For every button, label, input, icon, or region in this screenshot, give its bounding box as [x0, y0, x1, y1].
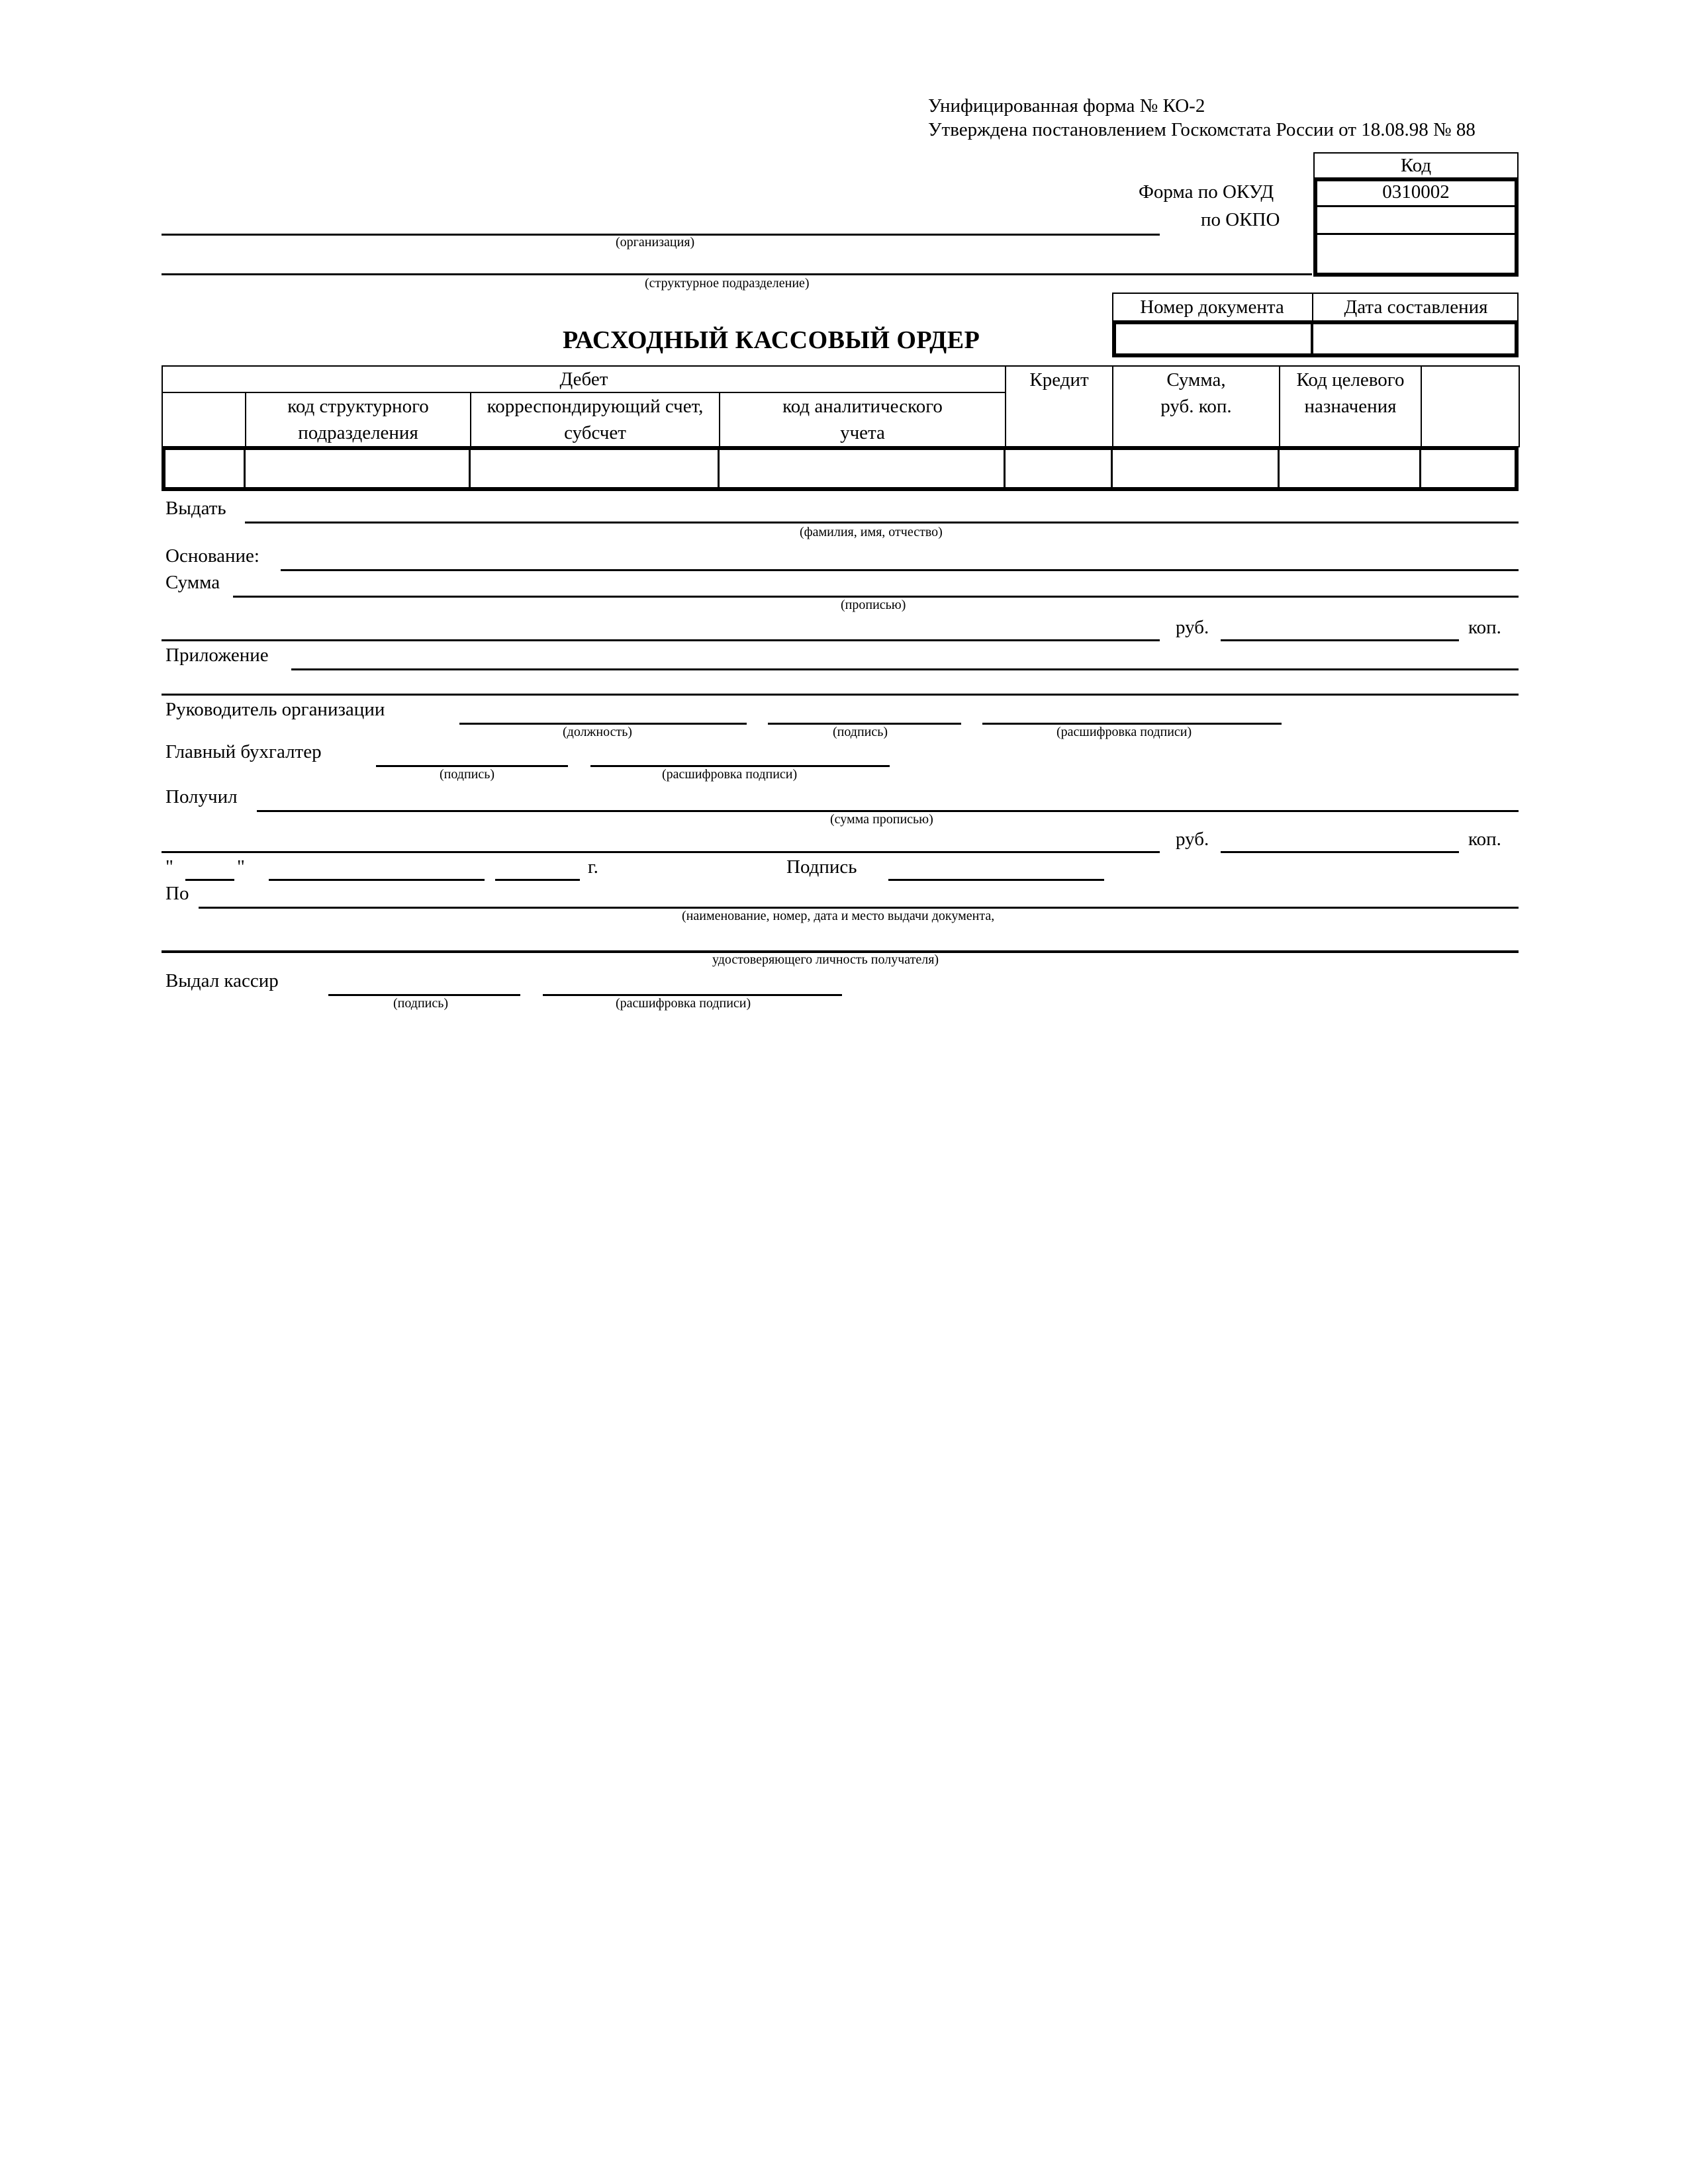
target-code-header: [1280, 366, 1421, 447]
cashier-signature-caption: (подпись): [393, 996, 449, 1011]
code-divider: [1313, 205, 1519, 207]
sum-kop-label: коп.: [1468, 617, 1501, 638]
debit-blank-header: [162, 392, 246, 447]
issue-line[interactable]: [245, 522, 1519, 523]
debit-header: Дебет: [162, 366, 1006, 392]
chief-accountant-label: Главный бухгалтер: [165, 741, 322, 762]
head-decoding-caption: (расшифровка подписи): [1056, 725, 1192, 739]
analytic-header-line2: учета: [840, 422, 885, 443]
target-header-line2: назначения: [1304, 396, 1397, 417]
received-kop-line[interactable]: [1221, 851, 1459, 853]
sum-rub-label: руб.: [1176, 617, 1209, 638]
row-divider: [469, 446, 471, 491]
doc-values-box: [1112, 320, 1519, 357]
sum-line-2[interactable]: [162, 639, 1160, 641]
okpo-label: по ОКПО: [1201, 209, 1280, 230]
date-year-line[interactable]: [495, 879, 580, 881]
received-label: Получил: [165, 786, 238, 807]
sum-header-line1: Сумма,: [1166, 369, 1226, 390]
approval-label: Утверждена постановлением Госкомстата России от 18.08.98 № 88: [928, 119, 1476, 140]
quote-open: ": [165, 856, 173, 878]
subdivision-line[interactable]: [162, 273, 1312, 275]
corr-header-line1: корреспондирующий счет,: [487, 396, 704, 417]
corr-header-line2: субсчет: [564, 422, 626, 443]
struct-header-line1: код структурного: [287, 396, 429, 417]
sum-kop-line[interactable]: [1221, 639, 1459, 641]
row-divider: [718, 446, 720, 491]
row-divider: [1419, 446, 1421, 491]
unified-form-label: Унифицированная форма № КО-2: [928, 95, 1205, 116]
received-line-2[interactable]: [162, 851, 1160, 853]
row-divider: [1111, 446, 1113, 491]
doc-values-divider: [1311, 320, 1313, 357]
blank-header: [1421, 366, 1519, 447]
head-label: Руководитель организации: [165, 699, 385, 720]
id-document-caption-2: удостоверяющего личность получателя): [712, 952, 939, 967]
attachment-line[interactable]: [291, 668, 1519, 670]
organization-caption: (организация): [616, 235, 695, 250]
attachment-label: Приложение: [165, 645, 269, 666]
analytic-header-line1: код аналитического: [782, 396, 943, 417]
sum-caption: (прописью): [841, 598, 906, 612]
credit-header: [1006, 366, 1113, 447]
doc-number-header: Номер документа: [1140, 296, 1284, 318]
okud-label: Форма по ОКУД: [1139, 181, 1274, 203]
cashier-decoding-caption: (расшифровка подписи): [616, 996, 751, 1011]
date-day-line[interactable]: [185, 879, 234, 881]
cashier-label: Выдал кассир: [165, 970, 279, 991]
analytic-code-header: [720, 392, 1006, 447]
accounting-values-row: [162, 446, 1519, 491]
id-document-caption-1: (наименование, номер, дата и место выдачи документа,: [682, 909, 995, 923]
subdivision-caption: (структурное подразделение): [645, 276, 810, 291]
code-divider: [1313, 233, 1519, 235]
received-rub-label: руб.: [1176, 829, 1209, 850]
corr-account-header: [471, 392, 720, 447]
target-header-line1: Код целевого: [1296, 369, 1405, 390]
accounting-table: [162, 365, 1520, 447]
chief-decoding-caption: (расшифровка подписи): [662, 767, 798, 782]
doc-date-header: Дата составления: [1344, 296, 1488, 318]
date-month-line[interactable]: [269, 879, 485, 881]
row-divider: [244, 446, 246, 491]
basis-label: Основание:: [165, 545, 259, 567]
by-label: По: [165, 883, 189, 904]
struct-code-header: [246, 392, 471, 447]
struct-header-line2: подразделения: [298, 422, 418, 443]
recipient-signature-line[interactable]: [888, 879, 1104, 881]
quote-close: ": [237, 856, 245, 878]
basis-line[interactable]: [281, 569, 1519, 571]
year-suffix: г.: [588, 856, 598, 878]
chief-signature-caption: (подпись): [440, 767, 495, 782]
credit-label: Кредит: [1029, 369, 1089, 390]
attachment-line-2[interactable]: [162, 694, 1519, 696]
document-title: РАСХОДНЫЙ КАССОВЫЙ ОРДЕР: [563, 326, 980, 354]
sum-label: Сумма: [165, 572, 220, 593]
issue-caption: (фамилия, имя, отчество): [800, 525, 943, 539]
issue-label: Выдать: [165, 498, 226, 519]
code-header: Код: [1313, 152, 1519, 179]
received-kop-label: коп.: [1468, 829, 1501, 850]
signature-label: Подпись: [786, 856, 857, 878]
row-divider: [1278, 446, 1280, 491]
head-position-caption: (должность): [563, 725, 632, 739]
received-caption: (сумма прописью): [830, 812, 933, 827]
row-divider: [1004, 446, 1006, 491]
sum-header-line2: руб. коп.: [1160, 396, 1232, 417]
okud-value[interactable]: 0310002: [1382, 181, 1450, 203]
sum-header: [1113, 366, 1280, 447]
head-signature-caption: (подпись): [833, 725, 888, 739]
